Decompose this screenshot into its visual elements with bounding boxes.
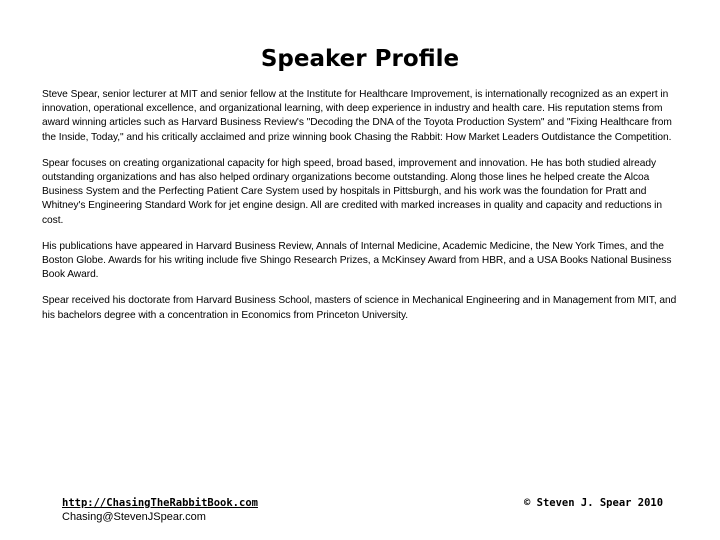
- contact-email: Chasing@StevenJSpear.com: [62, 511, 206, 523]
- profile-paragraph-publications: His publications have appeared in Harvard Business Review, Annals of Internal Medicine, Academic Medicine, the New York Times, and the Boston Globe. Awards for his writing include five Shingo Research Prizes, a McKinsey Award from HBR, and a USA Books National Business Book Award.: [42, 240, 672, 281]
- copyright-notice: © Steven J. Spear 2010: [524, 497, 664, 509]
- profile-body: [42, 88, 682, 335]
- slide-title: Speaker Profile: [260, 46, 460, 72]
- website-link[interactable]: http://ChasingTheRabbitBook.com: [62, 497, 258, 509]
- footer-contact: [62, 496, 258, 524]
- profile-paragraph-education: Spear received his doctorate from Harvard Business School, masters of science in Mechanical Engineering and in Management from MIT, and his bachelors degree with a concentration in Economics from Princeton University.: [42, 295, 677, 321]
- profile-paragraph-focus: Spear focuses on creating organizational capacity for high speed, broad based, improvement and innovation. He has both studied already outstanding organizations and has also helped ordinary organizations become outstanding. Along those lines he helped create the Alcoa Business System and the Perfecting Patient Care System used by hospitals in Pittsburgh, and his work was the foundation for Pratt and Whitney's Engineering Standard Work for jet engine design. All are credited with marked increases in quality and capacity and reductions in cost.: [42, 157, 662, 226]
- profile-paragraph-intro: Steve Spear, senior lecturer at MIT and senior fellow at the Institute for Healthcare Improvement, is internationally recognized as an expert in innovation, operational excellence, and organizational learning, with deep experience in industry and health care. His reputation stems from award winning articles such as Harvard Business Review's "Decoding the DNA of the Toyota Production System" and "Fixing Healthcare from the Inside, Today," and his critically acclaimed and prize winning book Chasing the Rabbit: How Market Leaders Outdistance the Competition.: [42, 89, 672, 143]
